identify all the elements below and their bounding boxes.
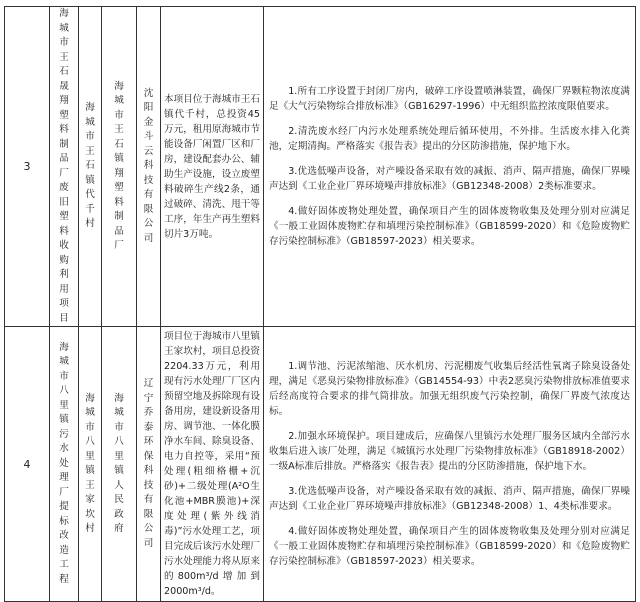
project-content: 项目位于海城市八里镇王家坎村，项目总投资2204.33万元，利用现有污水处理厂厂区内预留空地及拆除现有设备用房，建设新设备用房、调节池、一体化膜净水车间、除臭设备、电力自控等，采用“预处理(粗细格栅+沉砂)+二级处理(A²O生化池+MBR膜池)+深度处理(紫外线消毒)”污水处理工艺，项目完成后该污水处理厂污水处理能力将从原来的800m³/d增加到2000m³/d。	[161, 327, 264, 602]
measure-item: 3.优选低噪声设备，对产噪设备采取有效的减振、消声、隔声措施，确保厂界噪声达到《工业企业厂界环境噪声排放标准》（GB12348-2008）2类标准要求。	[269, 166, 630, 192]
project-content: 本项目位于海城市王石镇代千村，总投资45万元，租用原海城市节能设备厂闲置厂区和厂房，建设配套办公、辅助生产设施，设立废塑料破碎生产线2条，通过破碎、清洗、甩干等工序，年生产再生塑料切片3万吨。	[161, 7, 264, 327]
measure-item: 4.做好固体废物处理处置，确保项目产生的固体废物收集及处理分别对应满足《一般工业固体废物贮存和填埋污染控制标准》（GB18599-2020）和《危险废物贮存污染控制标准》（GB18597-2023）相关要求。	[269, 526, 630, 567]
location-cell	[79, 327, 102, 602]
project-name-cell	[50, 7, 79, 327]
table-row	[5, 327, 636, 602]
unit-cell	[137, 327, 161, 602]
location-cell	[79, 7, 102, 327]
measure-item: 4.做好固体废物处理处置，确保项目产生的固体废物收集及处理分别对应满足《一般工业固体废物贮存和填埋污染控制标准》（GB18599-2020）和《危险废物贮存污染控制标准》（GB18597-2023）相关要求。	[269, 206, 630, 247]
approval-table	[4, 6, 636, 602]
unit-cell	[137, 7, 161, 327]
row-number: 4	[5, 327, 50, 602]
project-name: 海城市八里镇污水处理厂提标改造工程	[59, 341, 69, 585]
assessment-unit: 沈阳金斗云科技有限公司	[143, 87, 154, 244]
project-owner: 海城市王石镇翔塑料制品厂	[114, 80, 124, 251]
measure-item: 1.所有工序设置于封闭厂房内，破碎工序设置喷淋装置，确保厂界颗粒物浓度满足《大气污染物综合排放标准》（GB16297-1996）中无组织监控浓度限值要求。	[269, 86, 630, 112]
table-row	[5, 7, 636, 327]
measures-cell	[264, 327, 636, 602]
measure-item: 2.加强水环境保护。项目建成后，应确保八里镇污水处理厂服务区域内全部污水收集后进入该厂处理，满足《城镇污水处理厂污染物排放标准》（GB18918-2002）一级A标准后排放。严格落实《报告表》提出的分区防渗措施，保护地下水。	[269, 431, 630, 472]
project-approval-table	[4, 6, 636, 597]
project-name-cell	[50, 327, 79, 602]
project-owner: 海城市八里镇人民政府	[114, 392, 124, 534]
owner-cell	[102, 327, 137, 602]
measure-item: 1.调节池、污泥浓缩池、厌水机房、污泥棚废气收集后经活性氧离子除臭设备处理，满足《恶臭污染物排放标准》（GB14554-93）中表2恶臭污染物排放标准值要求后经高度符合要求的排气筒排放。加强无组织废气污染控制，确保厂界废气浓度达标。	[269, 361, 630, 417]
measure-item: 2.清洗废水经厂内污水处理系统处理后循环使用，不外排。生活废水排入化粪池，定期清掏。严格落实《报告表》提出的分区防渗措施，保护地下水。	[269, 126, 630, 152]
row-number: 3	[5, 7, 50, 327]
assessment-unit: 辽宁乔泰环保科技有限公司	[143, 378, 154, 549]
project-location: 海城市八里镇王家坎村	[85, 392, 95, 534]
measures-cell	[264, 7, 636, 327]
owner-cell	[102, 7, 137, 327]
project-location: 海城市王石镇代千村	[85, 102, 95, 230]
measure-item: 3.优选低噪声设备，对产噪设备采取有效的减振、消声、隔声措施，确保厂界噪声达到《工业企业厂界环境噪声排放标准》（GB12348-2008）1、4类标准要求。	[269, 486, 630, 512]
project-name: 海城市王石晟翔塑料制品厂废旧塑料收购利用项目	[59, 8, 69, 324]
